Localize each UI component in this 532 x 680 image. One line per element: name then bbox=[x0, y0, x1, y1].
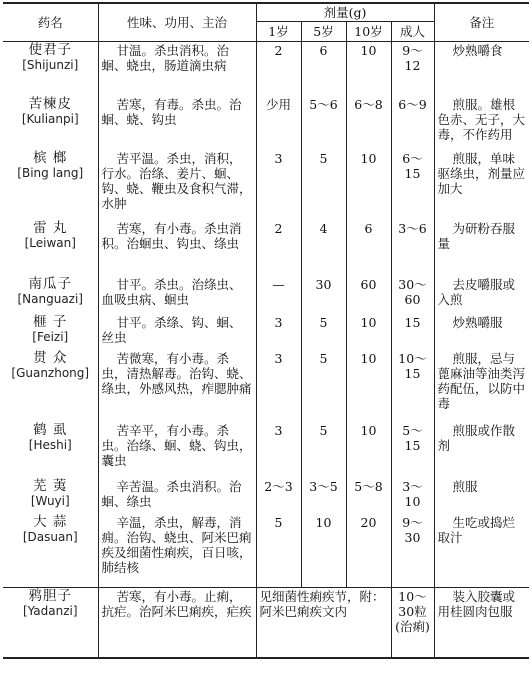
drug-notes: 煎服，单味驱绦虫，剂量应加大 bbox=[434, 150, 529, 220]
dose-5y: 4 bbox=[301, 220, 346, 276]
dose-adult: 6～15 bbox=[391, 150, 434, 220]
drug-pinyin: [Shijunzi] bbox=[22, 58, 79, 72]
drug-properties: 辛温，杀虫，解毒，消痈。治钩、蛲虫、阿米巴痢疾及细菌性痢疾，百日咳，肺结核 bbox=[98, 514, 256, 588]
header-dosage: 剂量(g) bbox=[256, 3, 434, 22]
drug-notes: 煎服 bbox=[434, 478, 529, 514]
dose-adult: 30～60 bbox=[391, 276, 434, 314]
drug-name: 雷 丸 bbox=[33, 219, 68, 236]
drug-pinyin: [Heshi] bbox=[28, 437, 72, 452]
dose-1y: 2 bbox=[256, 220, 301, 276]
dose-10y: 10 bbox=[346, 350, 391, 422]
table-row bbox=[3, 96, 529, 150]
header-properties: 性味、功用、主治 bbox=[98, 3, 256, 42]
drug-name: 鹤 虱 bbox=[33, 421, 68, 438]
dose-adult: 6～9 bbox=[391, 96, 434, 150]
drug-pinyin: [Dasuan] bbox=[22, 529, 78, 544]
drug-properties: 甘平。杀虫。治绦虫、血吸虫病、蛔虫 bbox=[98, 276, 256, 314]
drug-properties: 苦寒，有毒。杀虫。治蛔、蛲、钩虫 bbox=[98, 96, 256, 150]
dose-1y: 2～3 bbox=[256, 478, 301, 514]
dose-1y: 2 bbox=[256, 42, 301, 96]
drug-properties: 苦辛平，有小毒。杀虫。治绦、蛔、蛲、钩虫，囊虫 bbox=[98, 422, 256, 478]
drug-notes: 煎服，忌与蓖麻油等油类泻药配伍，以防中毒 bbox=[434, 350, 529, 422]
drug-name: 芜 荑 bbox=[33, 477, 68, 494]
drug-properties: 甘温。杀虫消积。治蛔、蛲虫，肠道滴虫病 bbox=[98, 42, 256, 96]
dose-10y: 10 bbox=[346, 150, 391, 220]
dose-10y: 10 bbox=[346, 422, 391, 478]
drug-notes: 为研粉吞服量 bbox=[434, 220, 529, 276]
dose-adult: 5～15 bbox=[391, 422, 434, 478]
dose-5y: 6 bbox=[301, 42, 346, 96]
table-row bbox=[3, 42, 529, 96]
drug-notes: 装入胶囊或用桂圆肉包服 bbox=[434, 588, 529, 658]
table-row bbox=[3, 150, 529, 220]
dose-adult: 3～10 bbox=[391, 478, 434, 514]
table-row bbox=[3, 350, 529, 422]
table-row bbox=[3, 588, 529, 658]
dose-5y: 5 bbox=[301, 350, 346, 422]
drug-name: 苦楝皮 bbox=[28, 95, 72, 112]
drug-properties: 苦平温。杀虫，消积，行水。治绦、姜片、蛔、钩、蛲、鞭虫及食积气滞，水肿 bbox=[98, 150, 256, 220]
dose-adult: 15 bbox=[391, 314, 434, 350]
dose-5y: 5 bbox=[301, 422, 346, 478]
drug-notes: 炒熟嚼食 bbox=[434, 42, 529, 96]
drug-pinyin: [Nanguazi] bbox=[17, 291, 83, 306]
dose-1y: 3 bbox=[256, 314, 301, 350]
dose-5y: 5～6 bbox=[301, 96, 346, 150]
header-age-1: 1岁 bbox=[256, 22, 301, 42]
dose-5y: 10 bbox=[301, 514, 346, 588]
drug-name: 鸦胆子 bbox=[28, 588, 72, 604]
table-row bbox=[3, 478, 529, 514]
drug-pinyin: [Kulianpi] bbox=[21, 111, 79, 126]
dose-1y: 少用 bbox=[256, 96, 301, 150]
drug-name: 槟 榔 bbox=[33, 149, 68, 166]
drug-name: 贯 众 bbox=[33, 349, 68, 366]
dose-1y: 5 bbox=[256, 514, 301, 588]
dose-cross-reference: 见细菌性痢疾节，附：阿米巴痢疾文内 bbox=[256, 588, 391, 658]
header-age-10: 10岁 bbox=[346, 22, 391, 42]
drug-properties: 甘平。杀绦、钩、蛔、丝虫 bbox=[98, 314, 256, 350]
drug-name: 榧 子 bbox=[33, 313, 68, 330]
drug-name: 使君子 bbox=[28, 42, 72, 58]
table-row bbox=[3, 314, 529, 350]
dose-10y: 10 bbox=[346, 42, 391, 96]
dose-1y: — bbox=[256, 276, 301, 314]
dose-1y: 3 bbox=[256, 150, 301, 220]
dose-1y: 3 bbox=[256, 422, 301, 478]
dose-5y: 3～5 bbox=[301, 478, 346, 514]
header-adult: 成人 bbox=[391, 22, 434, 42]
dose-10y: 6～8 bbox=[346, 96, 391, 150]
table-row bbox=[3, 422, 529, 478]
table-row bbox=[3, 514, 529, 588]
drug-properties: 苦寒，有小毒。杀虫消积。治蛔虫、钩虫、绦虫 bbox=[98, 220, 256, 276]
dose-adult: 9～12 bbox=[391, 42, 434, 96]
drug-notes: 煎服。雄根色赤、无子，大毒，不作药用 bbox=[434, 96, 529, 150]
table-row bbox=[3, 276, 529, 314]
header-notes: 备注 bbox=[434, 3, 529, 42]
drug-pinyin: [Guanzhong] bbox=[11, 365, 90, 380]
drug-properties: 苦微寒，有小毒。杀虫，清热解毒。治钩、蛲、绦虫，外感风热，痄腮肿痛 bbox=[98, 350, 256, 422]
drug-pinyin: [Bing lang] bbox=[17, 165, 84, 180]
dose-1y: 3 bbox=[256, 350, 301, 422]
table-row bbox=[3, 220, 529, 276]
dose-adult: 3～6 bbox=[391, 220, 434, 276]
drug-properties: 辛苦温。杀虫消积。治蛔、绦虫 bbox=[98, 478, 256, 514]
header-age-5: 5岁 bbox=[301, 22, 346, 42]
dose-10y: 6 bbox=[346, 220, 391, 276]
drug-notes: 去皮嚼服或入煎 bbox=[434, 276, 529, 314]
drug-pinyin: [Feizi] bbox=[32, 329, 69, 344]
dose-5y: 30 bbox=[301, 276, 346, 314]
dosage-table bbox=[3, 2, 529, 659]
drug-name: 大 蒜 bbox=[33, 513, 68, 530]
drug-notes: 煎服或作散剂 bbox=[434, 422, 529, 478]
dose-5y: 5 bbox=[301, 150, 346, 220]
drug-name: 南瓜子 bbox=[28, 275, 72, 292]
dose-10y: 20 bbox=[346, 514, 391, 588]
drug-notes: 生吃或捣烂取汁 bbox=[434, 514, 529, 588]
dose-10y: 5～8 bbox=[346, 478, 391, 514]
dose-adult: 10～15 bbox=[391, 350, 434, 422]
drug-pinyin: [Yadanzi] bbox=[22, 604, 78, 618]
drug-pinyin: [Leiwan] bbox=[24, 235, 76, 250]
dose-10y: 10 bbox=[346, 314, 391, 350]
header-drug-name: 药名 bbox=[3, 3, 98, 42]
dose-adult: 9～30 bbox=[391, 514, 434, 588]
dose-adult: 10～30粒(治痢) bbox=[391, 588, 434, 658]
drug-pinyin: [Wuyi] bbox=[30, 493, 70, 508]
drug-properties: 苦寒，有小毒。止痢，抗疟。治阿米巴痢疾，疟疾 bbox=[98, 588, 256, 658]
dose-5y: 5 bbox=[301, 314, 346, 350]
drug-notes: 炒熟嚼服 bbox=[434, 314, 529, 350]
dose-10y: 60 bbox=[346, 276, 391, 314]
